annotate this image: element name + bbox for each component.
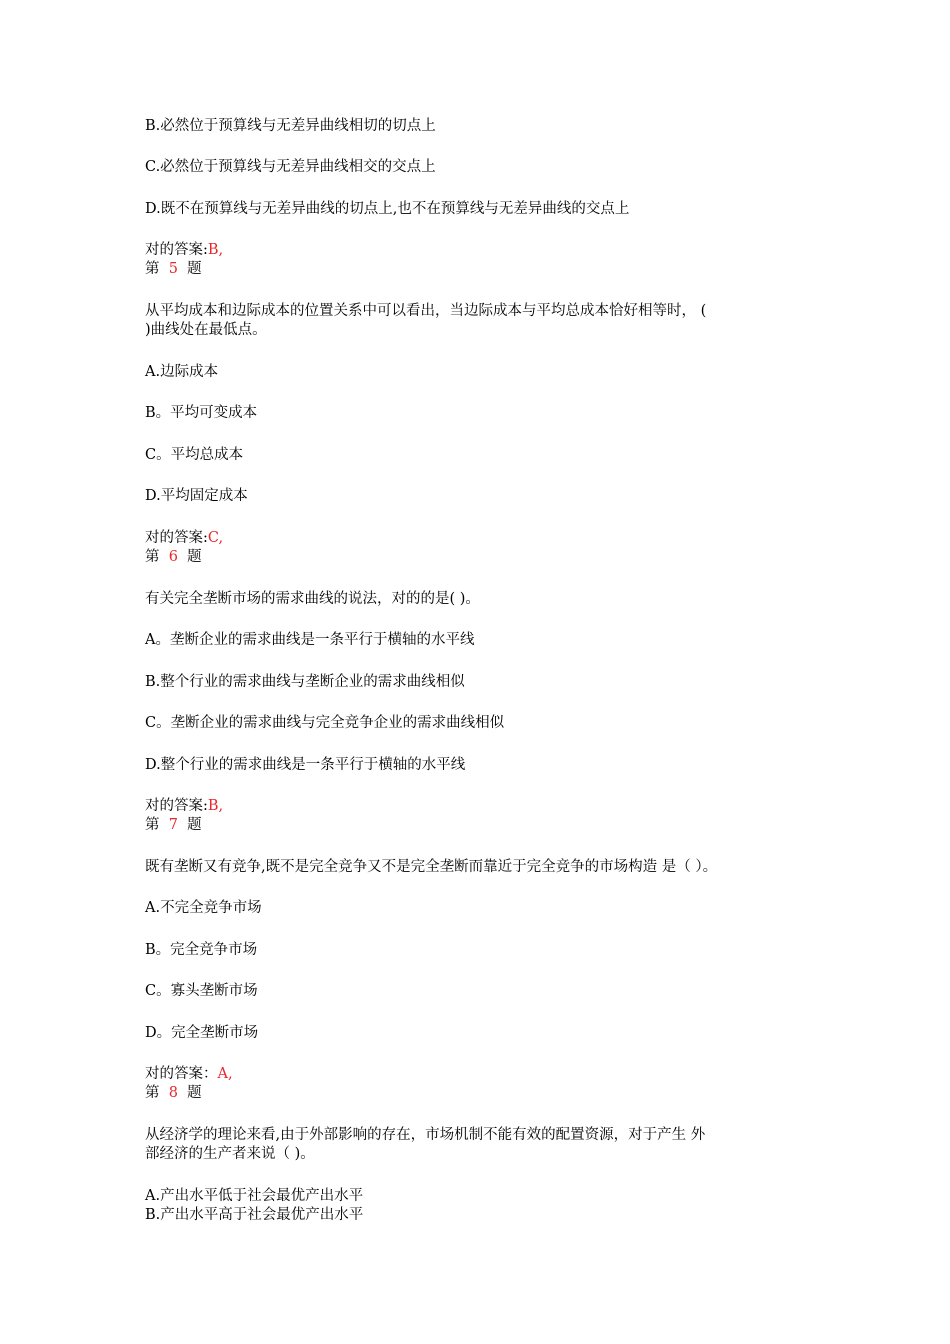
q7-option-a: A.不完全竞争市场 bbox=[145, 900, 262, 916]
answer-label: 对的答案: bbox=[145, 530, 208, 546]
q5-number bbox=[145, 260, 202, 278]
question-suffix: 题 bbox=[187, 261, 202, 277]
answer-value: B, bbox=[207, 798, 224, 814]
q7-stem: 既有垄断又有竞争,既不是完全竞争又不是完全垄断而靠近于完全竞争的市场构造 是（ ）。 bbox=[145, 859, 718, 875]
q4-answer bbox=[145, 241, 223, 259]
answer-label: 对的答案： bbox=[145, 1066, 218, 1082]
answer-value: A, bbox=[217, 1066, 233, 1082]
q6-answer bbox=[145, 797, 223, 815]
q5-answer bbox=[145, 529, 223, 547]
q6-option-c: C。垄断企业的需求曲线与完全竞争企业的需求曲线相似 bbox=[145, 715, 505, 731]
question-suffix: 题 bbox=[187, 1085, 202, 1101]
question-prefix: 第 bbox=[145, 1085, 160, 1101]
q7-number bbox=[145, 816, 202, 834]
q8-stem-line-2: 部经济的生产者来说（ )。 bbox=[145, 1146, 315, 1162]
q7-option-c: C。寡头垄断市场 bbox=[145, 983, 258, 999]
q8-option-b: B.产出水平高于社会最优产出水平 bbox=[145, 1207, 364, 1223]
q8-option-a: A.产出水平低于社会最优产出水平 bbox=[145, 1188, 364, 1204]
answer-value: C, bbox=[207, 530, 224, 546]
q5-option-b: B。平均可变成本 bbox=[145, 405, 258, 421]
q6-stem: 有关完全垄断市场的需求曲线的说法，对的的是( )。 bbox=[145, 591, 480, 607]
question-number: 6 bbox=[168, 549, 178, 565]
q8-stem-line-1: 从经济学的理论来看,由于外部影响的存在，市场机制不能有效的配置资源，对于产生 外 bbox=[145, 1127, 706, 1143]
q6-number bbox=[145, 548, 202, 566]
q6-option-d: D.整个行业的需求曲线是一条平行于横轴的水平线 bbox=[145, 757, 466, 773]
q5-option-c: C。平均总成本 bbox=[145, 447, 244, 463]
question-prefix: 第 bbox=[145, 549, 160, 565]
q4-option-c: C.必然位于预算线与无差异曲线相交的交点上 bbox=[145, 159, 436, 175]
answer-value: B, bbox=[207, 242, 224, 258]
q7-option-b: B。完全竞争市场 bbox=[145, 942, 258, 958]
question-suffix: 题 bbox=[187, 817, 202, 833]
q5-stem-line-1: 从平均成本和边际成本的位置关系中可以看出，当边际成本与平均总成本恰好相等时， ( bbox=[145, 303, 707, 319]
q4-option-d: D.既不在预算线与无差异曲线的切点上,也不在预算线与无差异曲线的交点上 bbox=[145, 201, 630, 217]
question-prefix: 第 bbox=[145, 817, 160, 833]
q6-option-a: A。垄断企业的需求曲线是一条平行于横轴的水平线 bbox=[145, 632, 475, 648]
question-number: 5 bbox=[168, 261, 178, 277]
answer-label: 对的答案: bbox=[145, 242, 208, 258]
question-suffix: 题 bbox=[187, 549, 202, 565]
question-prefix: 第 bbox=[145, 261, 160, 277]
q7-answer bbox=[145, 1065, 233, 1083]
q7-option-d: D。完全垄断市场 bbox=[145, 1025, 259, 1041]
answer-label: 对的答案: bbox=[145, 798, 208, 814]
q8-number bbox=[145, 1084, 202, 1102]
q4-option-b: B.必然位于预算线与无差异曲线相切的切点上 bbox=[145, 118, 436, 134]
q5-stem-line-2: )曲线处在最低点。 bbox=[145, 322, 267, 338]
q5-option-d: D.平均固定成本 bbox=[145, 488, 248, 504]
q5-option-a: A.边际成本 bbox=[145, 364, 219, 380]
q6-option-b: B.整个行业的需求曲线与垄断企业的需求曲线相似 bbox=[145, 674, 465, 690]
question-number: 8 bbox=[168, 1085, 178, 1101]
question-number: 7 bbox=[168, 817, 178, 833]
